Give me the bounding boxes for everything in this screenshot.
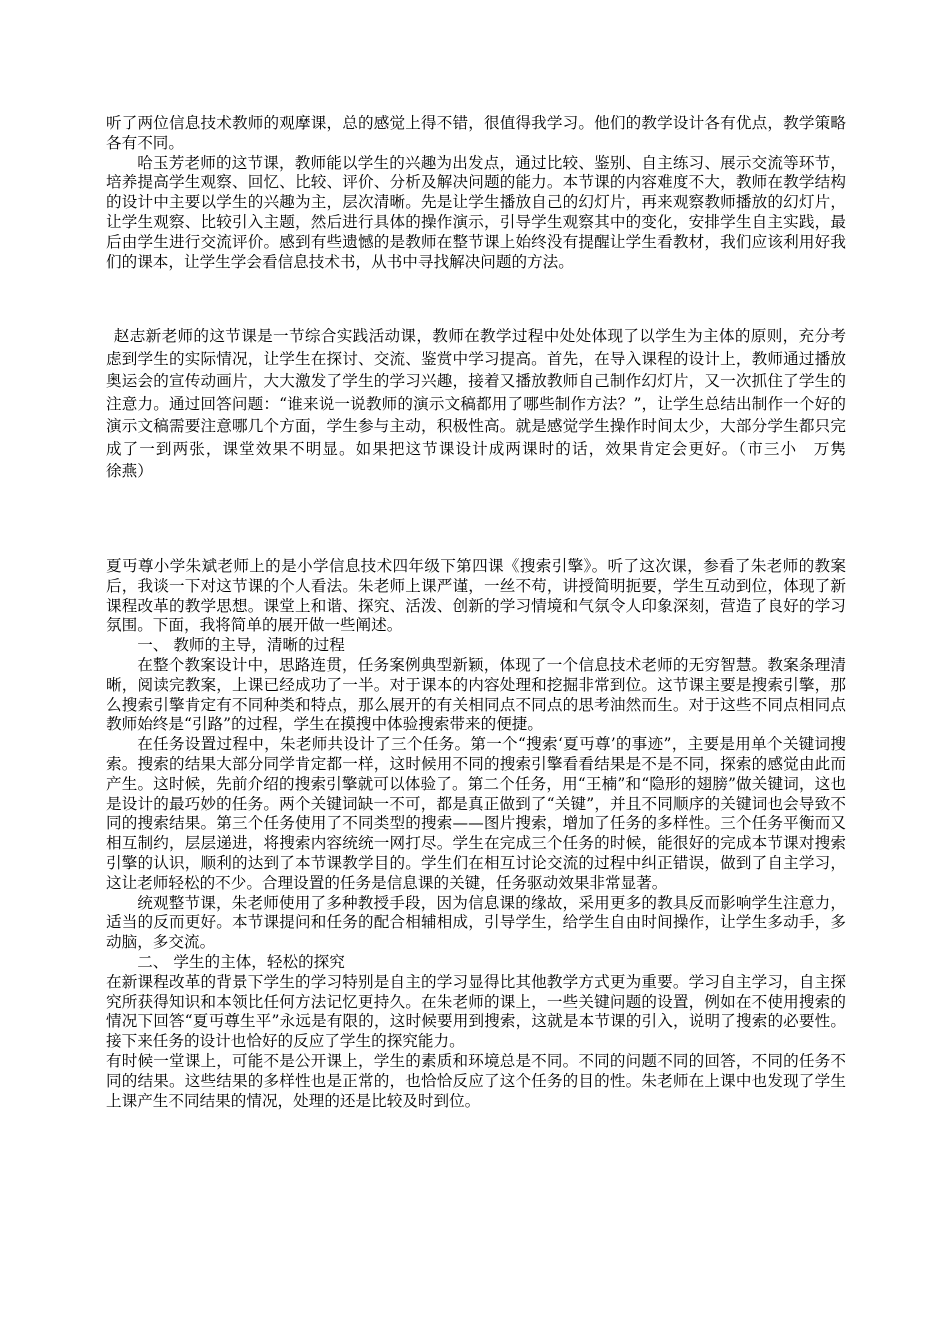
section-heading-1: 一、 教师的主导，清晰的过程 (137, 636, 345, 655)
heading2-paragraph-1: 在新课程改革的背景下学生的学习特别是自主的学习显得比其他教学方式更为重要。学习自主学习，自主探究所获得知识和本领比任何方法记忆更持久。在朱老师的课上，一些关键问题的设置，例如在不使用搜索的情况下回答“夏丏尊生平”永远是有限的，这时候要用到搜索，这就是本节课的引入，说明了搜索的必要性。接下来任务的设计也恰好的反应了学生的探究能力。 (106, 972, 846, 1051)
review-section-3 (106, 557, 846, 1111)
heading1-paragraph-2: 在任务设置过程中，朱老师共设计了三个任务。第一个“搜索‘夏丏尊’的事迹”，主要是用单个关键词搜索。搜索的结果大部分同学肯定都一样，这时候用不同的搜索引擎看看结果是不是不同，探索的感觉由此而产生。这时候，先前介绍的搜索引擎就可以体验了。第二个任务，用“王楠”和“隐形的翅膀”做关键词，这也是设计的最巧妙的任务。两个关键词缺一不可，都是真正做到了“关键”，并且不同顺序的关键词也会导致不同的搜索结果。第三个任务使用了不同类型的搜索——图片搜索，增加了任务的多样性。三个任务平衡而又相互制约，层层递进，将搜索内容统统一网打尽。学生在完成三个任务的时候，能很好的完成本节课对搜索引擎的认识，顺利的达到了本节课教学目的。学生们在相互讨论交流的过程中纠正错误，做到了自主学习，这让老师轻松的不少。合理设置的任务是信息课的关键，任务驱动效果非常显著。 (106, 735, 846, 892)
intro-paragraph: 听了两位信息技术教师的观摩课，总的感觉上得不错，很值得我学习。他们的教学设计各有优点，教学策略各有不同。 (106, 114, 846, 152)
review-paragraph-zhao-zhixin: 赵志新老师的这节课是一节综合实践活动课，教师在教学过程中处处体现了以学生为主体的原则，充分考虑到学生的实际情况，让学生在探讨、交流、鉴赏中学习提高。首先，在导入课程的设计上，教师通过播放奥运会的宣传动画片，大大激发了学生的学习兴趣，接着又播放教师自己制作幻灯片，又一次抓住了学生的注意力。通过回答问题：“谁来说一说教师的演示文稿都用了哪些制作方法？”，让学生总结出制作一个好的演示文稿需要注意哪几个方面，学生参与主动，积极性高。就是感觉学生操作时间太少，大部分学生都只完成了一到两张，课堂效果不明显。如果把这节课设计成两课时的话，效果肯定会更好。（市三小 万隽 徐燕） (106, 327, 878, 480)
heading2-paragraph-2: 有时候一堂课上，可能不是公开课上，学生的素质和环境总是不同。不同的问题不同的回答，不同的任务不同的结果。这些结果的多样性也是正常的，也恰恰反应了这个任务的目的性。朱老师在上课中也发现了学生上课产生不同结果的情况，处理的还是比较及时到位。 (106, 1051, 846, 1110)
review-paragraph-ha-yufang: 哈玉芳老师的这节课，教师能以学生的兴趣为出发点，通过比较、鉴别、自主练习、展示交流等环节，培养提高学生观察、回忆、比较、评价、分析及解决问题的能力。本节课的内容难度不大，教师在教学结构的设计中主要以学生的兴趣为主，层次清晰。先是让学生播放自己的幻灯片，再来观察教师播放的幻灯片，让学生观察、比较引入主题，然后进行具体的操作演示，引导学生观察其中的变化，安排学生自主实践，最后由学生进行交流评价。感到有些遗憾的是教师在整节课上始终没有提醒让学生看教材，我们应该利用好我们的课本，让学生学会看信息技术书，从书中寻找解决问题的方法。 (106, 153, 846, 271)
review-section-1 (106, 114, 846, 272)
review-intro-zhu-bin: 夏丏尊小学朱斌老师上的是小学信息技术四年级下第四课《搜索引擎》。听了这次课，参看了朱老师的教案后，我谈一下对这节课的个人看法。朱老师上课严谨，一丝不苟，讲授简明扼要，学生互动到位，体现了新课程改革的教学思想。课堂上和谐、探究、活泼、创新的学习情境和气氛令人印象深刻，营造了良好的学习氛围。下面，我将简单的展开做一些阐述。 (106, 557, 846, 635)
section-heading-2: 二、 学生的主体，轻松的探究 (137, 952, 345, 971)
heading1-paragraph-3: 统观整节课，朱老师使用了多种教授手段，因为信息课的缘故，采用更多的教具反而影响学生注意力，适当的反而更好。本节课提问和任务的配合相辅相成，引导学生，给学生自由时间操作，让学生多动手，多动脑，多交流。 (106, 893, 846, 952)
heading1-paragraph-1: 在整个教案设计中，思路连贯，任务案例典型新颖，体现了一个信息技术老师的无穷智慧。教案条理清晰，阅读完教案，上课已经成功了一半。对于课本的内容处理和挖掘非常到位。这节课主要是搜索引擎，那么搜索引擎肯定有不同种类和特点，那么展开的有关相同点不同点的思考油然而生。对于这些不同点相同点教师始终是“引路”的过程，学生在摸搜中体验搜索带来的便捷。 (106, 655, 846, 734)
review-section-2 (106, 325, 878, 483)
